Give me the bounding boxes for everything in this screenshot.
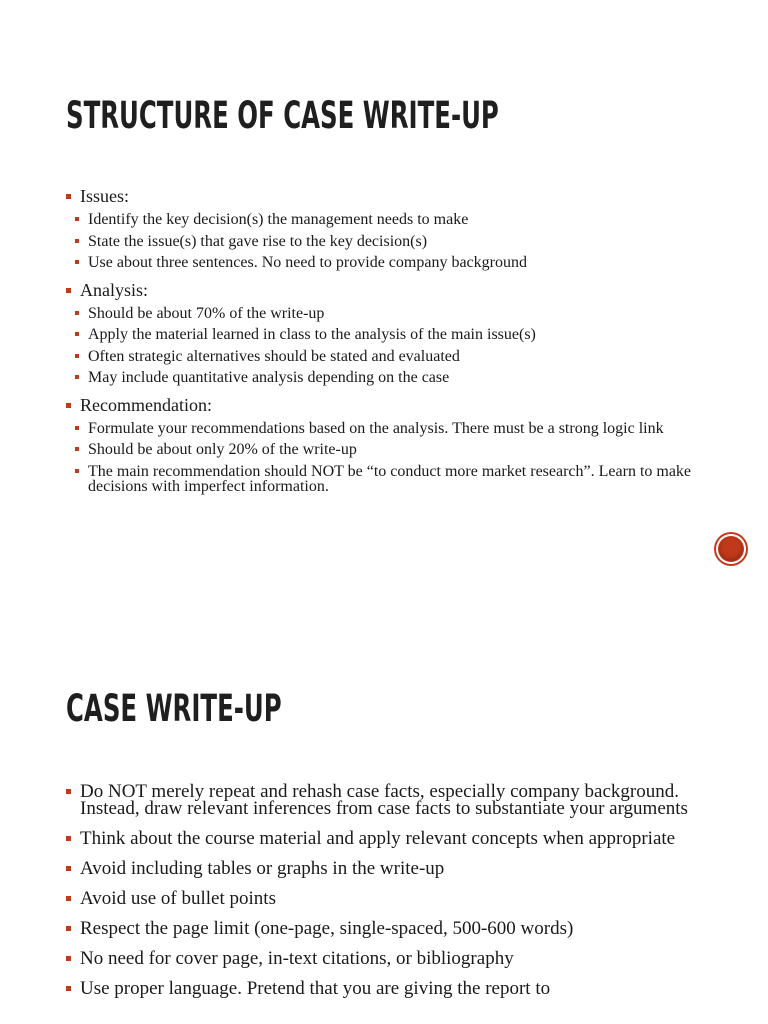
- sub-bullet-item: Identify the key decision(s) the management needs to make: [74, 212, 705, 228]
- circle-button-icon[interactable]: [716, 534, 746, 564]
- sub-bullet-item: Often strategic alternatives should be stated and evaluated: [74, 349, 705, 365]
- sub-bullet-item: Should be about 70% of the write-up: [74, 306, 705, 322]
- bullet-item: Avoid use of bullet points: [65, 890, 715, 907]
- sub-bullet-list: [74, 306, 705, 386]
- section-heading: Recommendation:: [65, 395, 705, 416]
- slide-case-write-up: [0, 640, 768, 1024]
- section-analysis: [65, 280, 705, 386]
- slide-title: STRUCTURE OF CASE WRITE-UP: [66, 94, 499, 137]
- sub-bullet-item: The main recommendation should NOT be “to conduct more market research”. Learn to make decisions with imperfect information.: [74, 464, 705, 495]
- section-recommendation: [65, 395, 705, 495]
- slide-title: CASE WRITE-UP: [66, 687, 282, 730]
- bullet-list: [65, 783, 715, 1010]
- bullet-item: Do NOT merely repeat and rehash case facts, especially company background. Instead, draw relevant inferences from case facts to substantiate your arguments: [65, 783, 715, 817]
- section-heading: Analysis:: [65, 280, 705, 301]
- bullet-item: No need for cover page, in-text citations, or bibliography: [65, 950, 715, 967]
- sub-bullet-item: Should be about only 20% of the write-up: [74, 442, 705, 458]
- bullet-item: Avoid including tables or graphs in the write-up: [65, 860, 715, 877]
- section-heading: Issues:: [65, 186, 705, 207]
- sub-bullet-list: [74, 212, 705, 271]
- sub-bullet-item: May include quantitative analysis depending on the case: [74, 370, 705, 386]
- sub-bullet-item: State the issue(s) that gave rise to the key decision(s): [74, 234, 705, 250]
- sub-bullet-item: Use about three sentences. No need to provide company background: [74, 255, 705, 271]
- bullet-item: Use proper language. Pretend that you are giving the report to: [65, 980, 715, 997]
- sub-bullet-list: [74, 421, 705, 495]
- circle-button-inner: [719, 537, 743, 561]
- bullet-item: Think about the course material and apply relevant concepts when appropriate: [65, 830, 715, 847]
- bullet-item: Respect the page limit (one-page, single-spaced, 500-600 words): [65, 920, 715, 937]
- slide-body: [65, 186, 705, 504]
- sub-bullet-item: Apply the material learned in class to the analysis of the main issue(s): [74, 327, 705, 343]
- section-issues: [65, 186, 705, 271]
- sub-bullet-item: Formulate your recommendations based on the analysis. There must be a strong logic link: [74, 421, 705, 437]
